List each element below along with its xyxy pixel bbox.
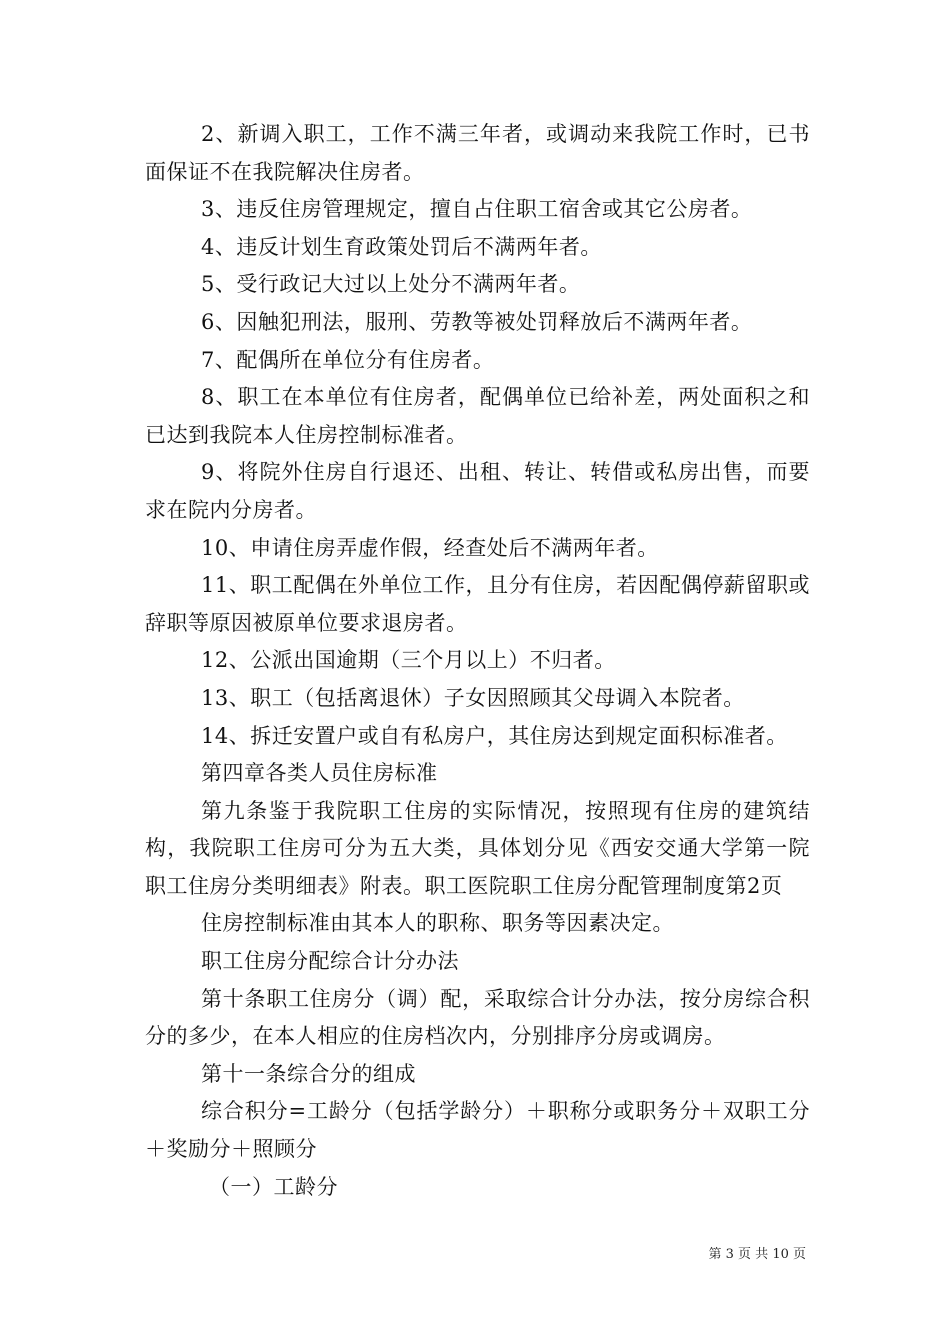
article-9-paragraph: 第九条鉴于我院职工住房的实际情况，按照现有住房的建筑结构，我院职工住房可分为五大类，具体划分见《西安交通大学第一院职工住房分类明细表》附表。职工医院职工住房分配管理制度第2页 — [145, 798, 810, 898]
paragraph-item-2: 2、新调入职工，工作不满三年者，或调动来我院工作时，已书面保证不在我院解决住房者。 — [145, 122, 810, 184]
subsection-heading: （一）工龄分 — [209, 1174, 338, 1199]
paragraph-item-5: 5、受行政记大过以上处分不满两年者。 — [201, 272, 581, 297]
paragraph-item-10: 10、申请住房弄虚作假，经查处后不满两年者。 — [201, 535, 659, 560]
document-body — [145, 116, 810, 1206]
paragraph-item-9: 9、将院外住房自行退还、出租、转让、转借或私房出售，而要求在院内分房者。 — [145, 460, 810, 522]
section-heading: 职工住房分配综合计分办法 — [201, 949, 459, 974]
chapter-heading: 第四章各类人员住房标准 — [201, 761, 438, 786]
paragraph-item-13: 13、职工（包括离退休）子女因照顾其父母调入本院者。 — [201, 685, 745, 710]
article-11-heading: 第十一条综合分的组成 — [201, 1061, 416, 1086]
paragraph-item-7: 7、配偶所在单位分有住房者。 — [201, 347, 495, 372]
housing-standard-paragraph: 住房控制标准由其本人的职称、职务等因素决定。 — [201, 911, 674, 936]
paragraph-item-14: 14、拆迁安置户或自有私房户，其住房达到规定面积标准者。 — [201, 723, 788, 748]
page-number-footer: 第 3 页 共 10 页 — [708, 1247, 806, 1262]
paragraph-item-4: 4、违反计划生育政策处罚后不满两年者。 — [201, 234, 602, 259]
paragraph-item-8: 8、职工在本单位有住房者，配偶单位已给补差，两处面积之和已达到我院本人住房控制标准者。 — [145, 385, 810, 447]
paragraph-item-6: 6、因触犯刑法，服刑、劳教等被处罚释放后不满两年者。 — [201, 309, 753, 334]
paragraph-item-11: 11、职工配偶在外单位工作，且分有住房，若因配偶停薪留职或辞职等原因被原单位要求退房者。 — [145, 573, 810, 635]
paragraph-item-3: 3、违反住房管理规定，擅自占住职工宿舍或其它公房者。 — [201, 197, 753, 222]
paragraph-item-12: 12、公派出国逾期（三个月以上）不归者。 — [201, 648, 616, 673]
score-formula-paragraph: 综合积分=工龄分（包括学龄分）＋职称分或职务分＋双职工分＋奖励分＋照顾分 — [145, 1099, 810, 1162]
article-10-paragraph: 第十条职工住房分（调）配，采取综合计分办法，按分房综合积分的多少，在本人相应的住房档次内，分别排序分房或调房。 — [145, 986, 810, 1049]
